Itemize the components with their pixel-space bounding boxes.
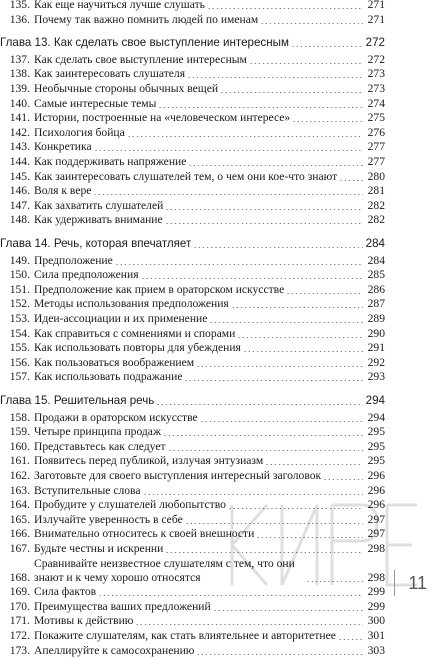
toc-entry-number: 150. <box>9 268 30 282</box>
toc-page-number: 282 <box>367 213 385 227</box>
toc-entry-title: Излучайте уверенность в себе <box>34 512 183 526</box>
toc-page-number: 295 <box>367 439 385 453</box>
toc-page-number: 300 <box>367 614 385 628</box>
toc-entry-number: 139. <box>9 82 30 95</box>
dot-leader <box>93 194 363 195</box>
toc-entry-number: 160. <box>9 439 30 453</box>
toc-entry-title: Как сделать свое выступление интересным <box>34 52 247 66</box>
toc-entry[interactable] <box>0 184 385 198</box>
toc-entry-title: Преимущества ваших предложений <box>34 599 211 613</box>
toc-entry-number: 170. <box>9 599 30 613</box>
toc-entry[interactable] <box>0 327 385 341</box>
toc-entry-number: 165. <box>9 512 30 526</box>
toc-entry-title: Идеи-ассоциации и их применение <box>34 312 208 325</box>
toc-page-number: 298 <box>367 570 385 584</box>
toc-entry[interactable] <box>0 440 385 454</box>
toc-entry-number: 154. <box>9 326 30 340</box>
dot-leader <box>249 63 363 64</box>
dot-leader <box>323 479 363 480</box>
toc-entry-number: 137. <box>9 52 30 66</box>
toc-entry-number: 140. <box>9 96 30 110</box>
toc-entry[interactable] <box>0 126 385 140</box>
dot-leader <box>165 209 363 210</box>
toc-page-number: 296 <box>367 469 385 482</box>
dot-leader <box>231 307 363 308</box>
toc-entry-title: Сила фактов <box>34 585 97 599</box>
dot-leader <box>156 404 363 405</box>
toc-entry-number: 155. <box>9 341 30 355</box>
toc-page-number: 298 <box>367 542 385 555</box>
toc-entry-title: Психология бойца <box>34 125 125 139</box>
toc-entry-number: 148. <box>9 213 30 227</box>
toc-entry-number: 141. <box>9 111 30 125</box>
toc-entry-number: 158. <box>9 410 30 424</box>
toc-entry-title: Четыре принципа продаж <box>34 425 161 439</box>
toc-page-number: 295 <box>367 454 385 468</box>
toc-entry-title: Вступительные слова <box>34 483 141 497</box>
dot-leader <box>158 107 363 108</box>
toc-entry-title: Как заинтересовать слушателей тем, о чем они кое-что знают <box>34 169 338 183</box>
toc-page-number: 272 <box>367 52 385 66</box>
toc-entry[interactable] <box>0 469 385 483</box>
dot-leader <box>339 180 363 181</box>
toc-page-number: 273 <box>367 82 385 95</box>
dot-leader <box>220 92 363 93</box>
toc-entry-title: Воля к вере <box>34 184 92 198</box>
toc-entry-number: 147. <box>9 198 30 212</box>
toc-entry-title: Заготовьте для своего выступления интересный заголовок <box>34 469 322 482</box>
toc-page-number: 296 <box>367 483 385 497</box>
toc-entry-number: 172. <box>9 629 30 642</box>
toc-entry-title: Как захватить слушателей <box>34 198 164 212</box>
dot-leader <box>286 293 363 294</box>
toc-entry-number: 143. <box>9 140 30 154</box>
dot-leader <box>163 435 363 436</box>
dot-leader <box>168 450 363 451</box>
toc-entry-number: 157. <box>9 370 30 384</box>
toc-page-number: 289 <box>367 312 385 325</box>
toc-entry-title: Продажи в ораторском искусстве <box>34 410 198 424</box>
toc-entry-title: Методы использования предположения <box>34 297 229 311</box>
toc-entry-number: 164. <box>9 498 30 512</box>
toc-entry[interactable] <box>0 297 385 311</box>
toc-page-number: 294 <box>367 410 385 424</box>
dot-leader <box>196 654 363 655</box>
toc-entry-title: Как использовать подражание <box>34 370 183 384</box>
dot-leader <box>141 278 363 279</box>
toc-entry[interactable] <box>0 425 385 439</box>
toc-page-number: 272 <box>365 36 385 50</box>
toc-page-number: 301 <box>367 629 385 642</box>
toc-entry-title: Как заинтересовать слушателя <box>34 67 186 81</box>
chapter-title: Глава 14. Речь, которая впечатляет <box>0 237 192 250</box>
toc-entry[interactable] <box>0 82 385 96</box>
toc-entry-title: Истории, построенные на «человеческом интересе» <box>34 111 291 125</box>
toc-entry[interactable] <box>0 53 385 67</box>
toc-entry-title: Как поддерживать напряжение <box>34 155 187 168</box>
toc-entry-number: 163. <box>9 483 30 497</box>
chapter-title: Глава 13. Как сделать свое выступление интересным <box>0 36 289 50</box>
toc-entry-number: 168. <box>9 570 30 584</box>
toc-entry-title: Как удерживать внимание <box>34 213 163 227</box>
toc-entry[interactable] <box>0 370 385 384</box>
toc-entry-title: Как пользоваться воображением <box>34 355 195 369</box>
toc-entry-title: Конкретика <box>34 140 92 154</box>
toc-page-number: 275 <box>367 111 385 125</box>
toc-entry-title: Предположение как прием в ораторском искусстве <box>34 282 285 296</box>
page-number-rule <box>394 570 395 596</box>
toc-entry-title: Как использовать повторы для убеждения <box>34 341 241 355</box>
dot-leader <box>243 351 363 352</box>
toc-entry-title: Как еще научиться лучше слушать <box>34 0 205 11</box>
dot-leader <box>292 121 363 122</box>
toc-entry-title: Внимательно относитесь к своей внешности <box>34 527 255 541</box>
toc-entry[interactable] <box>0 600 385 614</box>
toc-entry-title: Появитесь перед публикой, излучая энтузиазм <box>34 454 264 468</box>
toc-entry-number: 149. <box>9 253 30 267</box>
toc-chapter[interactable] <box>0 394 385 408</box>
toc-page-number: 299 <box>367 599 385 613</box>
toc-entry[interactable] <box>0 140 385 154</box>
toc-page-number: 295 <box>367 425 385 439</box>
toc-entry-number: 146. <box>9 184 30 198</box>
toc-page-number: 297 <box>367 512 385 526</box>
dot-leader <box>237 337 363 338</box>
toc-page-number: 291 <box>367 341 385 355</box>
dot-leader <box>98 595 363 596</box>
toc-entry-title: Апеллируйте к самосохранению <box>34 643 195 657</box>
toc-entry-number: 162. <box>9 469 30 482</box>
toc-page-number: 287 <box>367 297 385 311</box>
toc-entry[interactable] <box>0 644 385 658</box>
toc-entry[interactable] <box>0 254 385 268</box>
toc-entry-number: 167. <box>9 542 30 555</box>
toc-chapter[interactable] <box>0 237 385 251</box>
watermark-logo <box>222 485 422 595</box>
toc-page-number: 276 <box>367 125 385 139</box>
toc-page-number: 284 <box>365 237 385 250</box>
toc-entry-number: 151. <box>9 282 30 296</box>
toc-page-number: 282 <box>367 198 385 212</box>
dot-leader <box>196 366 363 367</box>
toc-entry-title: Сила предположения <box>34 268 139 282</box>
dot-leader <box>184 380 363 381</box>
toc-entry[interactable] <box>0 170 385 184</box>
toc-entry[interactable] <box>0 411 385 425</box>
dot-leader <box>260 23 363 24</box>
toc-page-number: 293 <box>367 370 385 384</box>
toc-entry-title: Представьтесь как следует <box>34 439 166 453</box>
toc-entry-number: 152. <box>9 297 30 311</box>
toc-entry-number: 166. <box>9 527 30 541</box>
toc-entry-number: 145. <box>9 169 30 183</box>
dot-leader <box>213 610 363 611</box>
toc-entry[interactable] <box>0 199 385 213</box>
toc-entry[interactable] <box>0 356 385 370</box>
toc-page-number: 303 <box>367 643 385 657</box>
dot-leader <box>265 464 363 465</box>
toc-entry[interactable] <box>0 454 385 468</box>
page-number: 11 <box>408 573 427 593</box>
toc-entry[interactable] <box>0 629 385 643</box>
toc-page-number: 277 <box>367 155 385 168</box>
dot-leader <box>291 46 363 47</box>
toc-entry-title: Сравнивайте неизвестное слушателям с тем, что они знают и к чему хорошо относятся <box>34 556 295 584</box>
toc-page-number: 273 <box>367 67 385 81</box>
toc-entry-number: 136. <box>9 12 30 26</box>
toc-entry-number: 171. <box>9 614 30 628</box>
dot-leader <box>127 136 363 137</box>
toc-entry-title: Самые интересные темы <box>34 96 157 110</box>
dot-leader <box>94 150 363 151</box>
toc-page-number: 271 <box>367 12 385 26</box>
toc-entry[interactable] <box>0 312 385 326</box>
toc-entry-title: Покажите слушателям, как стать влиятельнее и авторитетнее <box>34 629 336 642</box>
toc-page-number: 294 <box>365 394 385 407</box>
toc-entry[interactable] <box>0 0 385 12</box>
toc-entry-number: 153. <box>9 312 30 325</box>
toc-page-number: 277 <box>367 140 385 154</box>
dot-leader <box>165 223 363 224</box>
toc-entry-title: Будьте честны и искренни <box>34 542 164 555</box>
toc-page-number: 285 <box>367 268 385 282</box>
toc-entry-number: 173. <box>9 643 30 657</box>
toc-entry[interactable] <box>0 213 385 227</box>
toc-chapter[interactable] <box>0 36 385 50</box>
dot-leader <box>135 624 363 625</box>
toc-entry[interactable] <box>0 268 385 282</box>
dot-leader <box>207 8 363 9</box>
chapter-title: Глава 15. Решительная речь <box>0 394 155 407</box>
toc-page-number: 296 <box>367 498 385 512</box>
toc-page-number: 299 <box>367 585 385 599</box>
toc-entry-number: 142. <box>9 125 30 139</box>
toc-entry-number: 159. <box>9 425 30 439</box>
toc-entry-title: Предположение <box>34 253 113 267</box>
toc-page-number: 271 <box>367 0 385 11</box>
toc-entry[interactable] <box>0 111 385 125</box>
toc-page-number: 297 <box>367 527 385 541</box>
toc-entry-number: 161. <box>9 454 30 468</box>
toc-page-number: 281 <box>367 184 385 198</box>
dot-leader <box>115 264 363 265</box>
toc-page-number: 280 <box>367 169 385 183</box>
toc-entry-title: Необычные стороны обычных вещей <box>34 82 219 95</box>
dot-leader <box>187 77 363 78</box>
dot-leader <box>188 165 363 166</box>
toc-entry-number: 169. <box>9 585 30 599</box>
toc-entry-number: 135. <box>9 0 30 11</box>
toc-page-number: 284 <box>367 253 385 267</box>
toc-entry-title: Пробудите у слушателей любопытство <box>34 498 226 512</box>
toc-entry[interactable] <box>0 155 385 169</box>
toc-entry-title: Почему так важно помнить людей по именам <box>34 12 259 26</box>
toc-entry[interactable] <box>0 67 385 81</box>
toc-entry-title: Как справиться с сомнениями и спорами <box>34 326 236 340</box>
dot-leader <box>338 639 363 640</box>
dot-leader <box>193 247 363 248</box>
toc-page-number: 292 <box>367 355 385 369</box>
toc-entry[interactable] <box>0 614 385 628</box>
toc-entry[interactable] <box>0 283 385 297</box>
toc-entry-number: 144. <box>9 155 30 168</box>
toc-entry-title: Мотивы к действию <box>34 614 134 628</box>
toc-entry[interactable] <box>0 341 385 355</box>
toc-entry-number: 156. <box>9 355 30 369</box>
toc-entry[interactable] <box>0 97 385 111</box>
toc-entry[interactable] <box>0 13 385 27</box>
dot-leader <box>209 322 363 323</box>
toc-entry-number: 138. <box>9 67 30 81</box>
toc-page-number: 290 <box>367 326 385 340</box>
dot-leader <box>200 421 363 422</box>
toc-page-number: 286 <box>367 282 385 296</box>
toc-page-number: 274 <box>367 96 385 110</box>
